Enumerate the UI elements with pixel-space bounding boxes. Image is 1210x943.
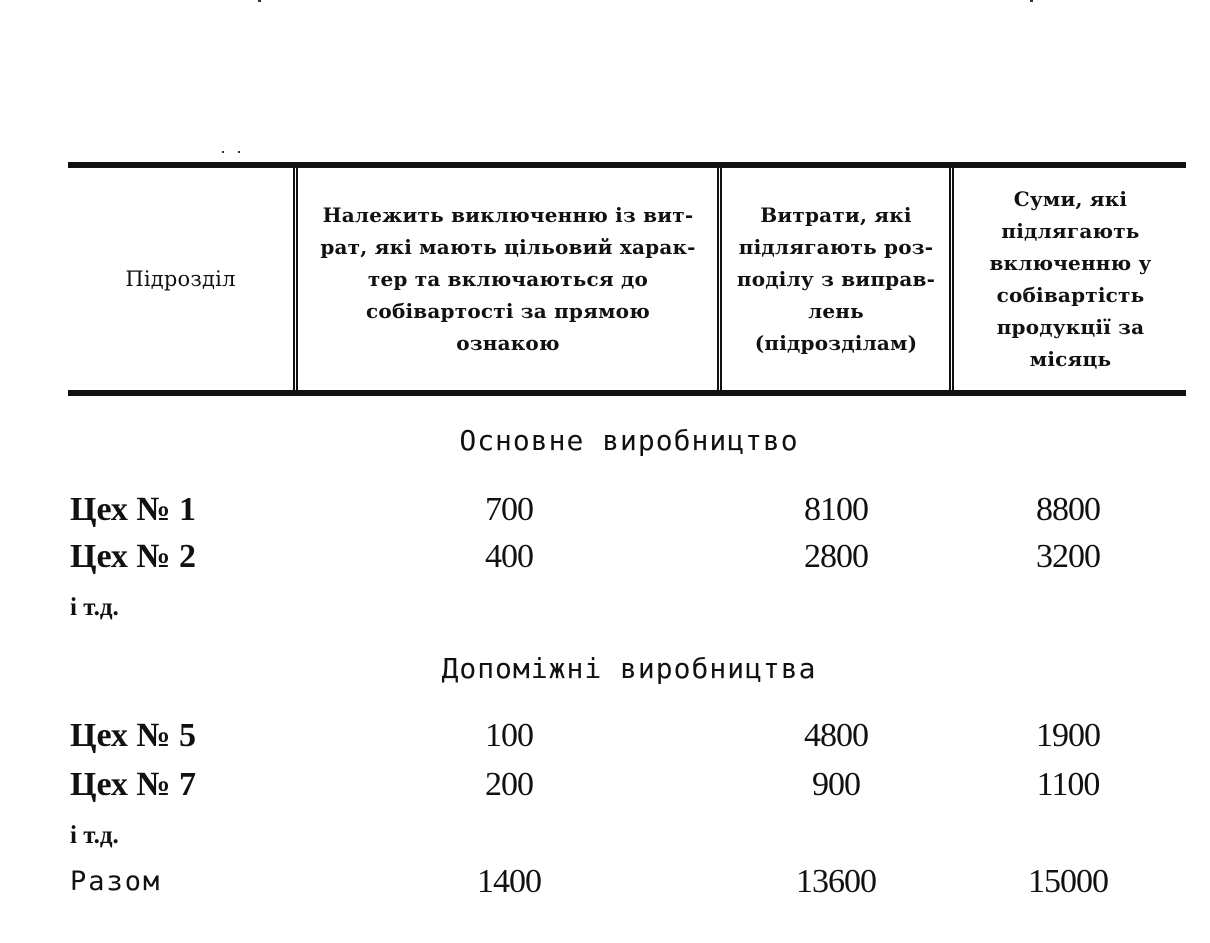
header-distributed-line: поділу з виправ- — [736, 267, 936, 291]
cell-distributed: 4800 — [804, 717, 868, 754]
cell-cost-sum-total: 15000 — [1028, 863, 1108, 900]
row-label-total: Разом — [70, 866, 162, 897]
row-label-etc: і т.д. — [70, 594, 119, 621]
cell-cost-sum: 3200 — [1036, 538, 1100, 575]
header-excluded-line: рат, які мають цільовий харак- — [320, 235, 696, 259]
row-label: Цех № 1 — [70, 491, 197, 528]
header-distributed-line: Витрати, які — [760, 203, 912, 227]
header-excluded-line: Належить виключенню із вит- — [322, 203, 694, 227]
table-row — [0, 535, 1210, 579]
scan-speck — [222, 151, 224, 153]
column-divider — [293, 168, 298, 390]
row-label: Цех № 2 — [70, 538, 197, 575]
header-excluded-line: тер та включаються до — [367, 267, 649, 291]
cell-excluded: 700 — [485, 491, 533, 528]
header-cell-cost-sums — [955, 168, 1186, 390]
row-label: Цех № 7 — [70, 766, 197, 803]
cell-excluded: 400 — [485, 538, 533, 575]
header-cost-sums-line: включенню у — [989, 251, 1152, 275]
cell-excluded-total: 1400 — [477, 863, 541, 900]
header-department-label: Підрозділ — [125, 267, 236, 291]
header-excluded-line: собівартості за прямою — [366, 299, 650, 323]
cell-cost-sum: 1100 — [1036, 766, 1100, 803]
scan-speck — [258, 0, 261, 2]
cell-distributed: 900 — [812, 766, 860, 803]
cell-distributed: 2800 — [804, 538, 868, 575]
row-label: Цех № 5 — [70, 717, 197, 754]
header-cost-sums-line: Суми, які — [1013, 187, 1128, 211]
table-row — [0, 814, 1210, 858]
section-heading-main: Основне виробництво — [459, 424, 799, 457]
section-heading-aux: Допоміжні виробництва — [441, 652, 817, 685]
cell-cost-sum: 8800 — [1036, 491, 1100, 528]
table-row — [0, 714, 1210, 758]
cell-distributed: 8100 — [804, 491, 868, 528]
column-divider — [949, 168, 954, 390]
row-label-etc: і т.д. — [70, 822, 119, 849]
header-distributed-line: лень — [808, 299, 864, 323]
scan-speck — [238, 151, 240, 153]
cell-distributed-total: 13600 — [796, 863, 876, 900]
table-row-total — [0, 860, 1210, 904]
cell-excluded: 200 — [485, 766, 533, 803]
header-excluded-line: ознакою — [456, 331, 560, 355]
header-bottom-rule — [68, 390, 1186, 396]
header-cost-sums-line: продукції за — [996, 315, 1145, 339]
header-cell-excluded — [299, 168, 717, 390]
table-header — [68, 162, 1186, 396]
header-cost-sums-line: собівартість — [996, 283, 1145, 307]
column-divider — [717, 168, 722, 390]
header-cost-sums-line: місяць — [1029, 347, 1112, 371]
table-row — [0, 586, 1210, 630]
table-row — [0, 488, 1210, 532]
cell-cost-sum: 1900 — [1036, 717, 1100, 754]
scan-speck — [1030, 0, 1033, 2]
table-row — [0, 763, 1210, 807]
header-distributed-line: (підрозділам) — [754, 331, 918, 355]
header-cost-sums-line: підлягають — [1001, 219, 1140, 243]
header-distributed-line: підлягають роз- — [738, 235, 934, 259]
cell-excluded: 100 — [485, 717, 533, 754]
header-cell-department — [68, 168, 293, 390]
header-cell-distributed — [723, 168, 949, 390]
